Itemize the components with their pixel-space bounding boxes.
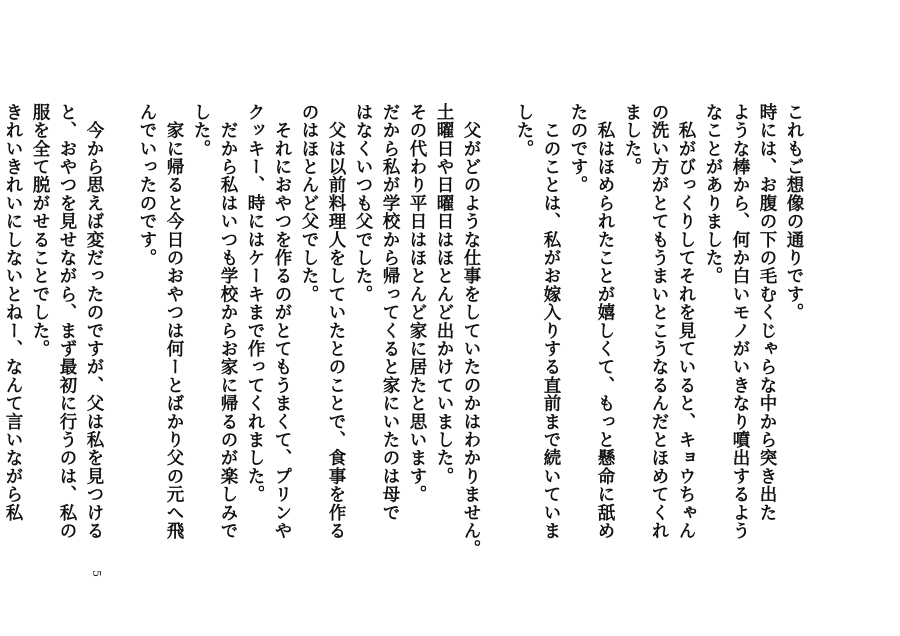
paragraph: 父は以前料理人をしていたとのことで、食事を作る のはほとんど父でした。: [299, 103, 346, 540]
vertical-text-body: [0, 103, 807, 588]
paragraph: これもご想像の通りです。 時には、お腹の下の毛むくじゃらな中から突き出た ような棒から、何か白いモノがいきなり噴出するよう なことがありました。: [703, 103, 804, 540]
paragraph: 私がびっくりしてそれを見ていると、キョウちゃん の洗い方がとてもうまいとこうなるんだとほめてくれ ました。: [622, 103, 696, 540]
paragraph: 私はほめられたことが嬉しくて、もっと懸命に舐め たのです。: [568, 103, 615, 540]
paragraph: 今から思えば変だったのですが、父は私を見つける と、おやつを見せながら、まず最初に行うのは、私の 服を全て脱がせることでした。 きれいきれいにしないとねー、なんて言いながら私: [3, 103, 104, 540]
paragraph: 父がどのような仕事をしていたのかはわかりません。 土曜日や日曜日はほとんど出かけていました。 その代わり平日はほとんど家に居たと思います。 だから私が学校から帰ってくると家にいたのは母で はなくいつも父でした。: [353, 103, 481, 558]
paragraph: このことは、私がお嫁入りする直前まで続いていま した。: [514, 103, 561, 540]
paragraph: だから私はいつも学校からお家に帰るのが楽しみで した。: [191, 103, 238, 540]
page-number: 5: [90, 570, 103, 577]
paragraph: 家に帰ると今日のおやつは何ーとばかり父の元へ飛 んでいったのです。: [137, 103, 184, 540]
paragraph: それにおやつを作るのがとてもうまくて、プリンや クッキー、時にはケーキまで作ってくれました。: [245, 103, 292, 540]
